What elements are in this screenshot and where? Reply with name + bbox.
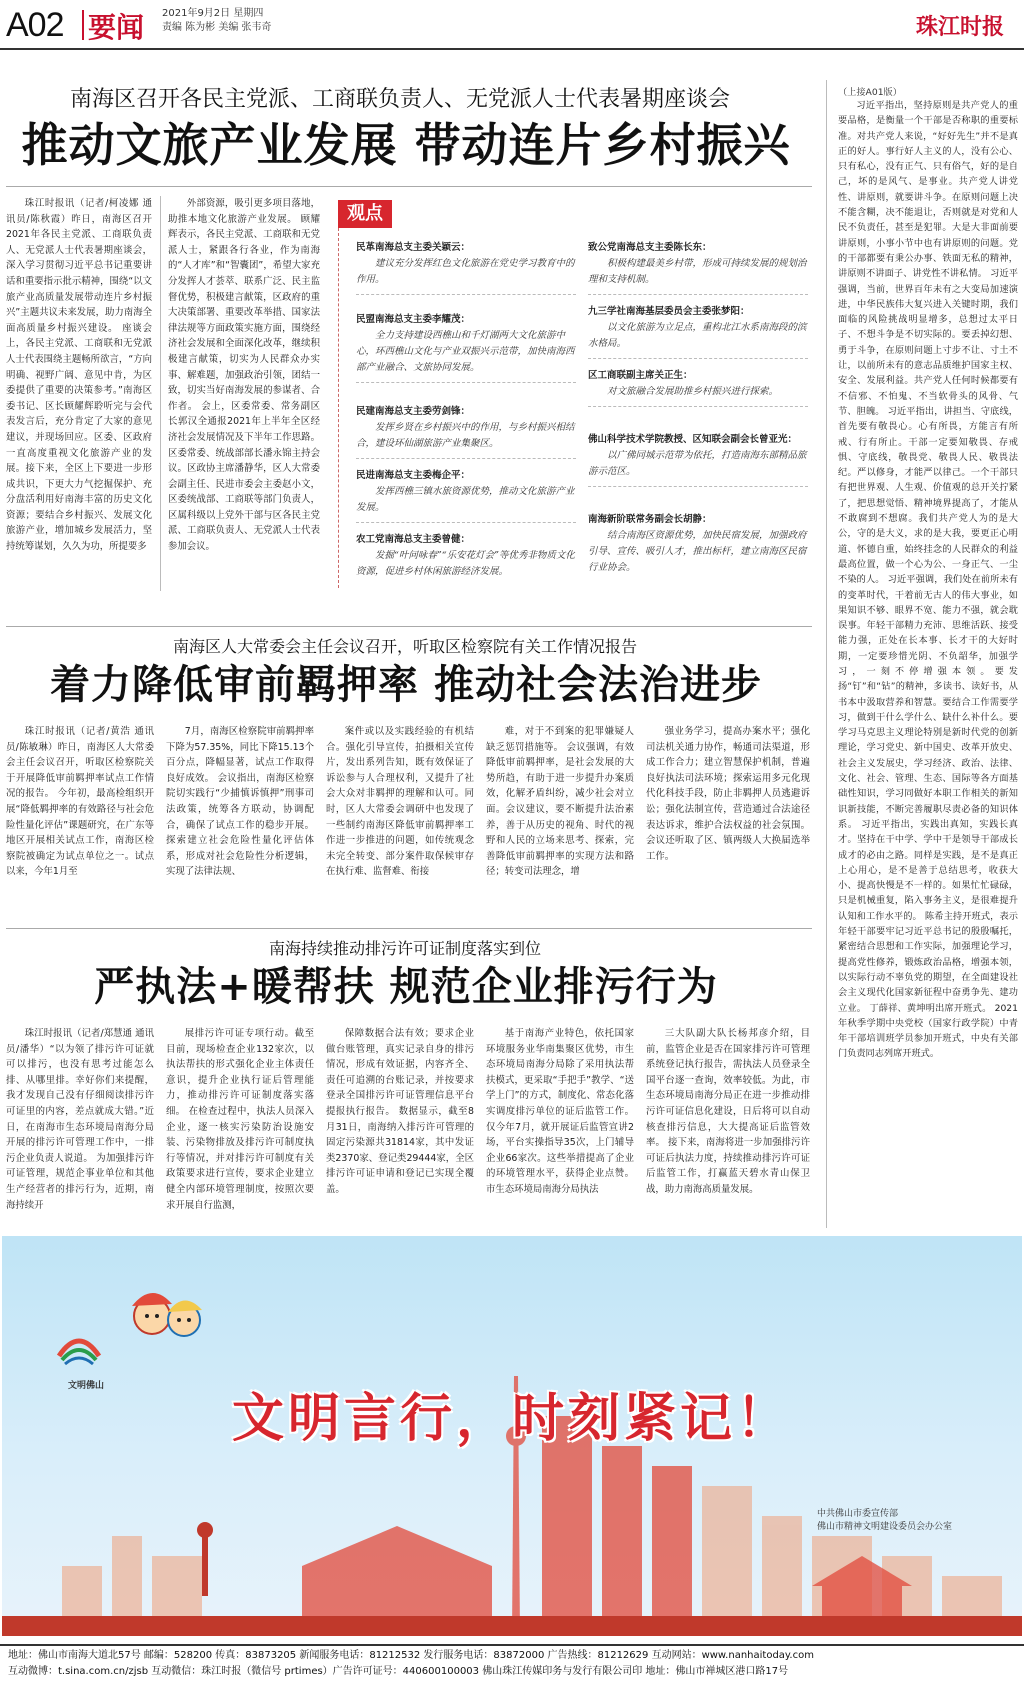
story1-column-1: [6, 196, 152, 596]
story3-text: 基于南海产业特色，依托国家环境服务业华南集聚区优势，市生态环境局南海分局除了采用执法帮扶模式，更采取“手把手”教学、“送学上门”的方式，制度化、常态化落实调度排污单位的证后监管工作。仅今年7月，就开展证后监管宣讲2场，平台实操指导35次，上门辅导企业66家次。这些举措提高了企业的环境管理水平，获得企业点赞。 市生态环境局南海分局执法: [486, 1028, 634, 1195]
quote: 结合南海区资源优势，加快民宿发展，加强政府引导、宣传、吸引人才，推出标杆，建立南海区民宿行业协会。: [588, 530, 807, 573]
story1-text: 外部资源，吸引更多项目落地，助推本地文化旅游产业发展。 顾耀辉表示，各民主党派、工商联和无党派人士，紧跟各行各业，作为南海的“人才库”和“智囊团”，希望大家充分发挥人才荟萃、联系广泛、民主监督优势，积极建言献策，区政府的重大决策部署、重要改革举措、国家法律法规等方面政策实施方面，围绕经济社会发展和全面深化改革，继续积极建言献策，切实为人民群众办实事、解难题，加强政治引领，团结一致，切实当好南海发展的参谋者、合作者。 会上，区委常委、常务副区长郭汉全通报2021年上半年全区经济社会发展情况及下半年工作思路。区委常委、统战部部长潘永锦主持会议。区政协主席潘静华，区人大常委会副主任、民进市委会主委赵小文，区委统战部、工商联等部门负责人，区属科级以上党外干部与区各民主党派、工商联负责人、无党派人士代表参加会议。: [168, 198, 320, 553]
dashed-divider: [588, 486, 808, 487]
divider: [6, 186, 812, 187]
civilization-logo-text: 文明佛山: [68, 1381, 105, 1391]
story3-text: 保障数据合法有效；要求企业做台账管理，真实记录自身的排污情况，形成有效证据，内容齐全、责任可追溯的台账记录，并按要求登录全国排污许可证管理信息平台提报执行报告。 数据显示，截至8月31日，南海纳入排污许可管理的固定污染源共31814家，其中发证类2370家、登记类29444家，全区排污许可证申请和登记已实现全覆盖。: [326, 1028, 474, 1195]
quote: 以广佛同城示范带为依托，打造南海东部精品旅游示范区。: [588, 450, 807, 477]
newspaper-logo: 珠江时报: [915, 14, 1004, 40]
issue-date: 2021年9月2日 星期四: [162, 8, 264, 19]
speaker: 农工党南海总支主委曾健：: [356, 534, 471, 545]
opinion-item: [588, 368, 808, 407]
story3-column-4: [486, 1026, 634, 1220]
quote: 以文化旅游为立足点，重构北江水系南海段的滨水格局。: [588, 322, 807, 349]
dashed-divider: [356, 522, 576, 523]
footer-publisher-row: 互动微博：t.sina.com.cn/zjsb 互动微信：珠江时报（微信号 prtimes）广告许可证号：440600100003 佛山珠江传媒印务与发行有限公司印 地址：佛山市禅城区港口路17号: [8, 1666, 789, 1677]
story2-column-1: [6, 724, 154, 896]
opinion-box: [338, 200, 812, 595]
story2-text: 难，对于不到案的犯罪嫌疑人缺乏惩罚措施等。 会议强调，有效降低审前羁押率，是社会发展的大势所趋，有助于进一步提升办案质效，化解矛盾纠纷，减少社会对立面。会议建议，要不断提升法治素养，善于从历史的视角、时代的视野和人民的立场来思考、探索，完善降低审前羁押率的实现方法和路径；转变司法理念，增: [486, 726, 634, 878]
footer-contact-row: 地址：佛山市南海大道北57号 邮编：528200 传真：83873205 新闻服务电话：81212532 发行服务电话：83872000 广告热线：81212629 互动网站：www.nanhaitoday.com: [8, 1650, 814, 1661]
speaker: 南海新阶联常务副会长胡静：: [588, 514, 712, 525]
column-rule: [826, 80, 827, 1228]
story3-text: 展排污许可证专项行动。截至目前，现场检查企业132家次，以执法帮扶的形式强化企业主体责任意识，提升企业执行证后管理能力，推动排污许可证制度落实落细。 在检查过程中，执法人员深入企业，逐一核实污染防治设施安装、污染物排放及排污许可制度执行等情况，并对排污许可制度有关政策要求进行宣传，要求企业建立健全内部环境管理制度，按照次要求开展自行监测，: [166, 1028, 314, 1211]
mascot-icon: [122, 1276, 212, 1366]
masthead-meta: [162, 7, 272, 35]
story2-text: 强业务学习，提高办案水平；强化司法机关通力协作，畅通司法渠道，形成工作合力；建立智慧保护机制，普遍良好执法司法环境；探索运用多元化现代化科技手段，防止非羁押人员逃避诉讼；强化法制宣传，营造通过合法途径表达诉求，维护合法权益的社会氛围。 会议还听取了区、镇两级人大换届选举工作。: [646, 726, 810, 862]
continued-article: [838, 84, 1018, 1224]
speaker: 佛山科学技术学院教授、区知联会副会长曾亚光：: [588, 434, 798, 445]
story2-column-5: [646, 724, 810, 896]
divider: [6, 928, 812, 929]
quote: 发挥西樵三镇水旅资源优势，推动文化旅游产业发展。: [356, 486, 575, 513]
speaker: 民建南海总支主委劳剑锋：: [356, 406, 471, 417]
story2-column-2: [166, 724, 314, 896]
speaker: 九三学社南海基层委员会主委张梦阳：: [588, 306, 750, 317]
story3-headline: 严执法+暖帮扶 规范企业排污行为: [94, 964, 718, 1010]
story2-text: 7月，南海区检察院审前羁押率下降为57.35%，同比下降15.13个百分点，降幅显著，试点工作取得良好成效。 会议指出，南海区检察院切实践行“少捕慎诉慎押”刑事司法政策，统筹各方联动，协调配合，确保了试点工作的稳步开展。探索建立社会危险性量化评估体系，形成对社会危险性分析逻辑，实现了法律法规、: [166, 726, 314, 878]
quote: 积极构建最美乡村带，形成可持续发展的规划治理和支持机制。: [588, 258, 807, 285]
quote: 对文旅融合发展助推乡村振兴进行探索。: [607, 386, 779, 397]
banner-slogan: 文明言行，时刻紧记！: [231, 1388, 792, 1449]
opinion-item: [588, 304, 808, 359]
quote: 发挥乡贤在乡村振兴中的作用，与乡村振兴相结合，建设环仙湖旅游产业集聚区。: [356, 422, 575, 449]
story2-column-4: [486, 724, 634, 896]
speaker: 民盟南海总支主委李耀茂：: [356, 314, 471, 325]
banner-sponsor: [817, 1508, 952, 1534]
story2-text: 珠江时报讯（记者/黄浩 通讯员/陈敏琳）昨日，南海区人大常委会主任会议召开，听取区检察院关于开展降低审前羁押率试点工作情况的报告。 今年初，最高检组织开展“降低羁押率的有效路径与社会危险性量化评估”课题研究，在广东等地区开展相关试点工作，南海区检察院被确定为试点单位之一。试点以来，今年1月至: [6, 726, 154, 878]
opinion-item: [588, 512, 808, 576]
story1-text: 珠江时报讯（记者/柯凌娜 通讯员/陈秋霞）昨日，南海区召开2021年各民主党派、工商联负责人、无党派人士代表暑期座谈会，深入学习贯彻习近平总书记重要讲话和重要指示批示精神，围绕“以文旅产业高质量发展带动连片乡村振兴”主题共议未来发展，助力南海全面高质量乡村振兴建设。 座谈会上，各民主党派、工商联和无党派人士代表围绕主题畅所欲言，“方向明确、视野广阔、意见中肯，为区委提供了重要的决策参考。”南海区委书记、区长顾耀辉聆听完与会代表发言后，充分肯定了大家的意见建议，并现场回应。区委、区政府一直高度重视文化旅游产业的发展。接下来，全区上下要进一步形成共识，下更大力气挖掘保护、充分盘活利用好南海丰富的历史文化资源；要结合乡村振兴、发展文化旅游产业，增加城乡发展活力，坚持统筹谋划，久久为功，所提要多: [6, 198, 152, 553]
opinion-item: [588, 432, 808, 487]
quote: 发掘“叶问咏春”“乐安花灯会”等优秀非物质文化资源，促进乡村休闲旅游经济发展。: [356, 550, 575, 577]
page-number: A02: [6, 6, 64, 44]
civilization-logo-icon: [54, 1326, 104, 1376]
opinion-item: [356, 532, 576, 580]
story3-column-3: [326, 1026, 474, 1220]
story3-text: 珠江时报讯（记者/郑慧通 通讯员/潘华）“以为领了排污许可证就可以排污，也没有思考过能怎么排、从哪里排。幸好你们来提醒，我才发现自己没有仔细阅读排污许可证里的内容，差点就成大错。”近日，在南海市生态环境局南海分局开展的排污许可管理工作中，一排污企业负责人说道。 为加强排污许可证管理，规范企事业单位和其他生产经营者的排污行为，近期，南海持续开: [6, 1028, 154, 1211]
dashed-divider: [588, 294, 808, 295]
story3-kicker: 南海持续推动排污许可证制度落实到位: [268, 939, 541, 958]
section-title: 要闻: [88, 11, 145, 44]
opinion-item: [356, 468, 576, 523]
story3-column-5: [646, 1026, 810, 1220]
story1-column-2: [168, 196, 320, 596]
divider: [6, 626, 812, 627]
speaker: 民进南海总支主委梅企平：: [356, 470, 471, 481]
story2-headline: 着力降低审前羁押率 推动社会法治进步: [50, 662, 762, 708]
story2-kicker: 南海区人大常委会主任会议召开，听取区检察院有关工作情况报告: [172, 637, 637, 656]
story3-column-2: [166, 1026, 314, 1220]
continued-text: 习近平指出，坚持原则是共产党人的重要品格，是衡量一个干部是否称职的重要标准。对共产党人来说，“好好先生”并不是真正的好人。事行好人主义的人，没有公心、只有私心，没有正气、只有俗气，好的是自己，坏的是风气、是事业。共产党人讲党性、讲原则，就要讲斗争。在原则问题上决不能含糊，决不能退让，否则就是对党和人民不负责任，甚至是犯罪。大是大非面前要讲原则，小事小节中也有讲原则的问题。党的干部都要有秉公办事、铁面无私的精神，讲原则不讲面子、讲党性不讲私情。 习近平强调，当前，世界百年未有之大变局加速演进，中华民族伟大复兴进入关键时期，我们面临的风险挑战明显增多，总想过太平日子、不想斗争是不切实际的。要丢掉幻想、勇于斗争，在原则问题上寸步不让、寸土不让，以前所未有的意志品质维护国家主权、安全、发展利益。共产党人任何时候都要有不信邪、不怕鬼、不当软骨头的风骨、气节、胆魄。 习近平指出，讲担当、守底线，首先要有敬畏心。心有所畏，方能言有所戒、行有所止。干部一定要知敬畏、存戒惧、守底线，敬畏党、敬畏人民、敬畏法纪。严以修身，才能严以律己。一个干部只有把世界观、人生观、价值观的总开关拧紧了，把思想觉悟、精神境界提高了，才能从不敢腐到不想腐。我们共产党人为的是大公，守的是大义，求的是大我，要更正心明道、怀德自重，始终挂念的人民群众的利益最高位置，做一个心为公、一身正气、一尘不染的人。 习近平强调，我们处在前所未有的变革时代，干着前无古人的伟大事业，如果知识不够、眼界不宽、能力不强，就会耽误事。年轻干部精力充沛、思维活跃、接受能力强，正处在长本事、长才干的大好时期，一定要珍惜光阴、不负韶华，加强学习，一刻不停增强本领。要发扬“钉”和“钻”的精神，多读书、读好书，从书本中汲取营养和智慧。要结合工作需要学习，做到干什么学什么、缺什么补什么。要学习马克思主义理论特别是新时代党的创新理论，学习党史、新中国史、改革开放史、社会主义发展史，学习经济、政治、法律、文化、社会、管理、生态、国际等各方面基础性知识，学习同做好本职工作相关的新知识新技能，不断完善履职尽责必备的知识体系。 习近平指出，实践出真知，实践长真才。坚持在干中学、学中干是领导干部成长成才的必由之路。同样是实践，是不是真正上心用心，是不是善于总结思考，收获大小、提高快慢是不一样的。如果忙忙碌碌，只是机械重复，陷入事务主义，是很难提升认知和工作水平的。 陈希主持开班式，表示年轻干部要牢记习近平总书记的殷殷嘱托，紧密结合思想和工作实际，加强理论学习，提高党性修养，锻炼政治品格，增强本领，以实际行动不辜负党的期望，在全面建设社会主义现代化国家新征程中奋勇争先、建功立业。 丁薛祥、黄坤明出席开班式。 2021年秋季学期中央党校（国家行政学院）中青年干部培训班学员参加开班式，中央有关部门负责同志列席开班式。: [838, 100, 1018, 1060]
column-rule: [160, 196, 161, 591]
opinion-badge: 观点: [338, 200, 392, 228]
story2-column-3: [326, 724, 474, 896]
quote: 全力支持建设西樵山和千灯湖两大文化旅游中心，环西樵山文化与产业双振兴示范带，加快南海西部产业融合、文旅协同发展。: [356, 330, 575, 373]
story1-kicker: 南海区召开各民主党派、工商联负责人、无党派人士代表暑期座谈会: [69, 87, 730, 112]
public-service-banner: [2, 1236, 1022, 1636]
sponsor-line: 中共佛山市委宣传部: [816, 1509, 898, 1519]
editors: 责编 陈为彬 美编 张韦奇: [162, 22, 272, 33]
story3-text: 三大队副大队长杨邦彦介绍，目前，监管企业是否在国家排污许可管理系统登记执行报告，需执法人员登录全国平台逐一查询，效率较低。为此，市生态环境局南海分局正在进一步推动排污许可证信息化建设，日后将可以自动核查排污信息，大大提高证后监管效率。 接下来，南海将进一步加强排污许可证后执法力度，持续推动排污许可证后监管工作，打赢蓝天碧水青山保卫战，助力南海高质量发展。: [646, 1028, 810, 1195]
speaker: 民革南海总支主委关颖云：: [356, 242, 471, 253]
dashed-divider: [356, 294, 576, 295]
opinion-item: [356, 312, 576, 383]
continued-text-column: [838, 98, 1018, 1218]
dashed-divider: [356, 458, 576, 459]
dashed-divider: [356, 382, 576, 383]
masthead: [0, 0, 1024, 50]
sponsor-line: 佛山市精神文明建设委员会办公室: [816, 1522, 952, 1532]
dashed-divider: [588, 358, 808, 359]
speaker: 致公党南海总支主委陈长东：: [588, 242, 712, 253]
opinion-border: [338, 228, 340, 588]
masthead-divider: [82, 10, 84, 40]
dashed-divider: [588, 406, 808, 407]
page-footer: [0, 1644, 1024, 1683]
story3-column-1: [6, 1026, 154, 1220]
quote: 建议充分发挥红色文化旅游在党史学习教育中的作用。: [356, 258, 575, 285]
speaker: 区工商联副主席关正生：: [588, 370, 693, 381]
opinion-item: [356, 404, 576, 459]
continued-marker: （上接A01版）: [838, 87, 902, 98]
story1-headline: 推动文旅产业发展 带动连片乡村振兴: [21, 118, 791, 172]
opinion-item: [356, 240, 576, 295]
masthead-rule: [0, 48, 1024, 50]
opinion-item: [588, 240, 808, 295]
story2-text: 案件或以及实践经验的有机结合。强化引导宣传，拍摄相关宣传片，发出系列告知，既有效保证了诉讼参与人合理权利，又提升了社会大众对非羁押的理解和认可。同时，区人大常委会调研中也发现了一些制约南海区降低审前羁押率工作进一步推进的问题，如传统观念未完全转变、部分案件取保候审存在执行难、监督难、衔接: [326, 726, 474, 878]
